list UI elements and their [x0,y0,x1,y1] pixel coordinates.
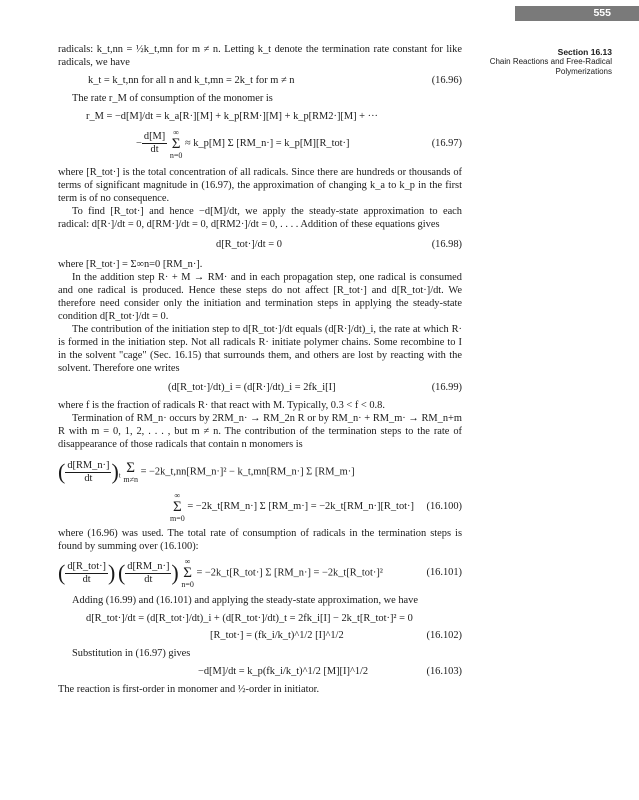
equation-rhs: = −2k_t[R_tot·] Σ [RM_n·] = −2k_t[R_tot·]² [196,567,383,579]
equation-16-98 [58,236,462,253]
sum-lower: n=0 [169,150,183,160]
summation: ∞ Σ n=0 [169,127,183,160]
equation-rhs: = −2k_t,nn[RM_n·]² − k_t,mn[RM_n·] Σ [RM_m·] [140,466,355,478]
sum-lower: n=0 [181,580,194,589]
paragraph: In the addition step R· + M → RM· and in each propagation step, one radical is consumed and one radical is produced. Hence these steps do not affect [R_tot·] and d[R_tot·]/dt. We therefore need consider only the initiation and termination steps in applying the steady-state condition d[R_tot·]/dt = 0. [58,272,462,322]
equation-16-102 [58,627,462,644]
fraction [125,561,171,586]
equation-expr: k_t = k_t,nn for all n and k_t,mn = 2k_t for m ≠ n [88,75,295,86]
equation-number: (16.100) [426,501,462,512]
equation-rhs: ≈ k_p[M] Σ [RM_n·] = k_p[M][R_tot·] [184,138,350,149]
equation-expr: −d[M]/dt = k_p(fk_i/k_t)^1/2 [M][I]^1/2 [198,666,369,677]
denominator: dt [144,573,153,585]
equation-expr: ( $\frac{d[RM\_n\cdot]}{dt}$ )$_t$ Σ m≠n = −2k_t,nn[RM_n·]² − k_t,mn[RM_n·] Σ [RM_m·] [58,459,355,484]
equation-expr: (d[R_tot·]/dt)_i = (d[R·]/dt)_i = 2fk_i[I] [168,382,336,393]
equation-expr: [R_tot·] = (fk_i/k_t)^1/2 [I]^1/2 [210,630,344,641]
paragraph: To find [R_tot·] and hence −d[M]/dt, we apply the steady-state approximation to each radical: d[R·]/dt = 0, d[RM·]/dt = 0, d[RM2·]/dt = 0, . . . . Addition of these equations gives [58,206,462,230]
sum-upper: ∞ [174,490,181,500]
summation: ∞ Σ m=0 [170,490,185,523]
section-label: Section 16.13 [557,47,612,57]
equation-number: (16.103) [426,666,462,677]
page-body [58,43,462,696]
equation-expr [170,490,414,524]
summation: Σ m≠n [123,459,138,484]
paragraph: Termination of RM_n· occurs by 2RM_n· → RM_2n R or by RM_n· + RM_m· → RM_n+m R with m = 0, 1, 2, . . . , but m ≠ n. The contribution of the termination steps to the rate of disappearance of those radicals that contain n monomers is [58,413,462,450]
equation-termination [58,454,462,490]
running-header [475,47,612,77]
fraction [142,131,167,156]
equation-16-99 [58,379,462,396]
denominator: dt [150,144,159,156]
subscript: t [118,471,121,480]
sum-lower: m≠n [123,474,138,484]
fraction [65,460,111,485]
equation-number: (16.97) [431,138,462,149]
equation-expr: d[R_tot·]/dt = 0 [216,239,282,250]
equation-number: (16.96) [431,75,462,86]
paragraph: The rate r_M of consumption of the monomer is [72,93,273,104]
equation-rhs: = −2k_t[RM_n·] Σ [RM_m·] = −2k_t[RM_n·][R_tot·] [187,501,414,512]
section-title-line1: Chain Reactions and Free-Radical [489,57,612,66]
equation-expr: − $\frac{d[M]}{dt}$ ∞ Σ n=0 ≈ k_p[M] Σ [RM_n·] = k_p[M][R_tot·] [136,127,350,160]
equation-expr: ( $\frac{\text{d[R\_tot·]}}{dt}$ ) ( $\frac{d[RM\_n\cdot]}{dt}$ ) ∞ Σ n=0 = −2k_t[R_tot·] Σ [RM_n·] = −2k_t[R_tot·]² [58,557,383,589]
paragraph: where [R_tot·] = Σ∞n=0 [RM_n·]. [58,259,203,270]
equation-expr: r_M = −d[M]/dt = k_a[R·][M] + k_p[RM·][M] + k_p[RM2·][M] + ··· [86,111,378,122]
paragraph: The reaction is first-order in monomer and ½-order in initiator. [58,684,320,695]
section-title-line2: Polymerizations [555,67,612,76]
sum-upper: ∞ [184,557,191,566]
paragraph: radicals: k_t,nn = ½k_t,mn for m ≠ n. Letting k_t denote the termination rate constant for like radicals, we have [58,44,462,68]
paragraph: Adding (16.99) and (16.101) and applying the steady-state approximation, we have [72,595,418,606]
fraction [65,561,108,586]
denominator: dt [84,472,93,484]
equation-16-96 [58,72,462,89]
paragraph: Substitution in (16.97) gives [72,648,191,659]
paragraph: The contribution of the initiation step to d[R_tot·]/dt equals (d[R·]/dt)_i, the rate at which R· is formed in the initiation step. Not all radicals R· initiate polymer chains. Some recombine to I in the solvent "cage" (Sec. 16.15) that surrounds them, and others are lost by reacting with the solvent. Therefore one writes [58,324,462,374]
equation-16-97 [58,125,462,163]
equation-number: (16.102) [426,630,462,641]
numerator: d[RM_n·] [127,560,170,572]
sum-lower: m=0 [170,513,185,523]
equation-number: (16.99) [431,382,462,393]
equation-16-101 [58,555,462,591]
numerator: d[RM_n·] [67,459,110,471]
numerator: d[M] [143,131,166,143]
equation-number: (16.98) [431,239,462,250]
paragraph: where f is the fraction of radicals R· that react with M. Typically, 0.3 < f < 0.8. [58,400,385,411]
equation-expr: d[R_tot·]/dt = (d[R_tot·]/dt)_i + (d[R_tot·]/dt)_t = 2fk_i[I] − 2k_t[R_tot·]² = 0 [86,613,413,624]
denominator: dt [82,573,91,585]
equation-16-100 [58,490,462,524]
equation-number: (16.101) [426,567,462,578]
numerator: d[R_tot·] [67,560,106,572]
paragraph: where (16.96) was used. The total rate of consumption of radicals in the termination steps is found by summing over (16.100): [58,528,462,552]
equation-steady-state [58,610,462,627]
equation-rate [58,108,462,125]
equation-16-103 [58,663,462,680]
sum-upper: ∞ [173,127,179,137]
page-number: 555 [515,6,639,21]
summation: ∞ Σ n=0 [181,557,194,589]
paragraph: where [R_tot·] is the total concentration of all radicals. Since there are hundreds or thousands of terms of significant magnitude in (16.97), the approximation of changing k_a to k_p in the first term is of no consequence. [58,167,462,204]
